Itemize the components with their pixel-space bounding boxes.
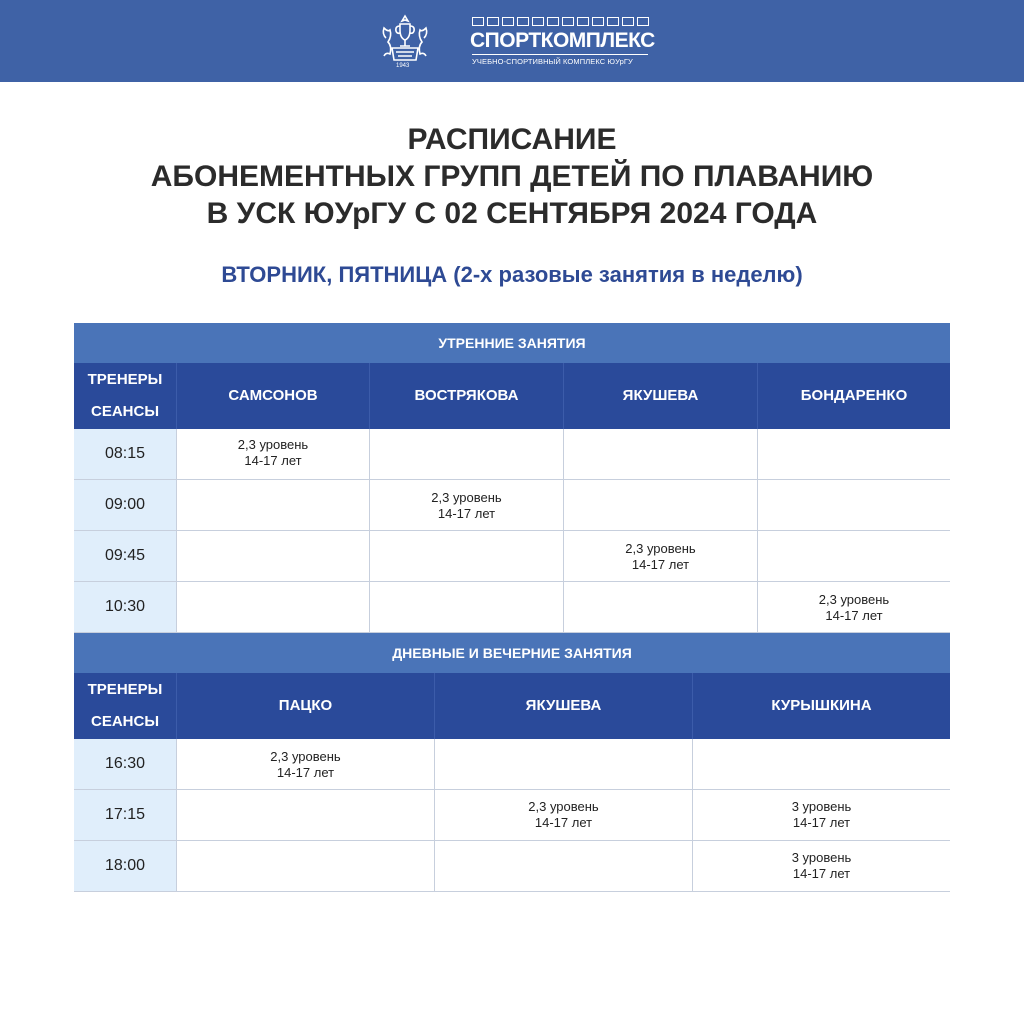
schedule-cell [176, 841, 434, 891]
group-level: 3 уровень [791, 850, 852, 865]
group-age: 14-17 лет [244, 453, 302, 468]
morning-schedule-grid [74, 429, 950, 633]
group-level: 2,3 уровень [625, 541, 696, 556]
schedule-days-subtitle: ВТОРНИК, ПЯТНИЦА (2-х разовые занятия в неделю) [221, 262, 803, 287]
table-row [74, 531, 950, 582]
corner-sessions-label: СЕАНСЫ [90, 713, 160, 730]
schedule-cell [434, 739, 692, 789]
table-row [74, 790, 950, 841]
evening-trainers-header [74, 673, 950, 739]
schedule-cell [563, 480, 757, 530]
trainer-header: ЯКУШЕВА [434, 673, 692, 739]
session-time: 10:30 [74, 582, 176, 632]
group-level: 2,3 уровень [431, 490, 502, 505]
group-level: 2,3 уровень [818, 592, 890, 607]
trainer-header: ВОСТРЯКОВА [369, 363, 563, 429]
schedule-cell [563, 531, 757, 581]
schedule-cell [369, 480, 563, 530]
group-level: 3 уровень [791, 799, 852, 814]
schedule-cell [757, 582, 950, 632]
schedule-cell [434, 790, 692, 840]
logo-title: СПОРТКОМПЛЕКС [470, 29, 655, 52]
title-line-1: РАСПИСАНИЕ [407, 123, 617, 156]
schedule-cell [692, 841, 950, 891]
trainer-header: ПАЦКО [176, 673, 434, 739]
schedule-cell [434, 841, 692, 891]
schedule-cell [563, 429, 757, 479]
corner-sessions-label: СЕАНСЫ [90, 403, 160, 420]
corner-trainers-label: ТРЕНЕРЫ [87, 371, 163, 388]
group-age: 14-17 лет [534, 815, 593, 830]
schedule-cell [757, 429, 950, 479]
schedule-cell [176, 429, 369, 479]
page-title [0, 121, 1024, 232]
group-age: 14-17 лет [792, 866, 851, 881]
evening-schedule-grid [74, 739, 950, 892]
corner-label [74, 673, 176, 739]
table-row [74, 739, 950, 790]
schedule-cell [757, 531, 950, 581]
table-row [74, 841, 950, 892]
logo-year: 1943 [396, 63, 410, 69]
morning-section-header: УТРЕННИЕ ЗАНЯТИЯ [74, 323, 950, 363]
group-age: 14-17 лет [792, 815, 851, 830]
schedule-cell [176, 531, 369, 581]
schedule-cell [369, 582, 563, 632]
schedule-cell [176, 790, 434, 840]
trainer-header: ЯКУШЕВА [563, 363, 757, 429]
schedule-cell [563, 582, 757, 632]
table-row [74, 480, 950, 531]
trainer-header: САМСОНОВ [176, 363, 369, 429]
schedule-cell [369, 531, 563, 581]
evening-section-header: ДНЕВНЫЕ И ВЕЧЕРНИЕ ЗАНЯТИЯ [74, 633, 950, 673]
group-level: 2,3 уровень [270, 749, 341, 764]
session-time: 16:30 [74, 739, 176, 789]
group-age: 14-17 лет [437, 506, 496, 521]
schedule-cell [176, 582, 369, 632]
trainer-header: БОНДАРЕНКО [757, 363, 950, 429]
schedule-cell [692, 790, 950, 840]
schedule-cell [757, 480, 950, 530]
corner-trainers-label: ТРЕНЕРЫ [87, 681, 163, 698]
header-bar [0, 0, 1024, 82]
group-level: 2,3 уровень [528, 799, 599, 814]
logo-subtitle: УЧЕБНО-СПОРТИВНЫЙ КОМПЛЕКС ЮУрГУ [472, 57, 633, 66]
corner-label [74, 363, 176, 429]
group-age: 14-17 лет [631, 557, 690, 572]
title-line-2: АБОНЕМЕНТНЫХ ГРУПП ДЕТЕЙ ПО ПЛАВАНИЮ [150, 160, 874, 193]
schedule-cell [176, 739, 434, 789]
session-time: 18:00 [74, 841, 176, 891]
session-time: 09:45 [74, 531, 176, 581]
group-age: 14-17 лет [825, 608, 883, 623]
session-time: 17:15 [74, 790, 176, 840]
table-row [74, 582, 950, 633]
logo-divider [472, 54, 648, 55]
schedule-cell [176, 480, 369, 530]
session-time: 08:15 [74, 429, 176, 479]
session-time: 09:00 [74, 480, 176, 530]
logo-squares [472, 17, 649, 26]
group-level: 2,3 уровень [237, 437, 309, 452]
trainer-header: КУРЫШКИНА [692, 673, 950, 739]
schedule-cell [692, 739, 950, 789]
schedule-cell [369, 429, 563, 479]
group-age: 14-17 лет [276, 765, 335, 780]
morning-trainers-header [74, 363, 950, 429]
title-line-3: В УСК ЮУрГУ С 02 СЕНТЯБРЯ 2024 ГОДА [206, 197, 818, 230]
table-row [74, 429, 950, 480]
